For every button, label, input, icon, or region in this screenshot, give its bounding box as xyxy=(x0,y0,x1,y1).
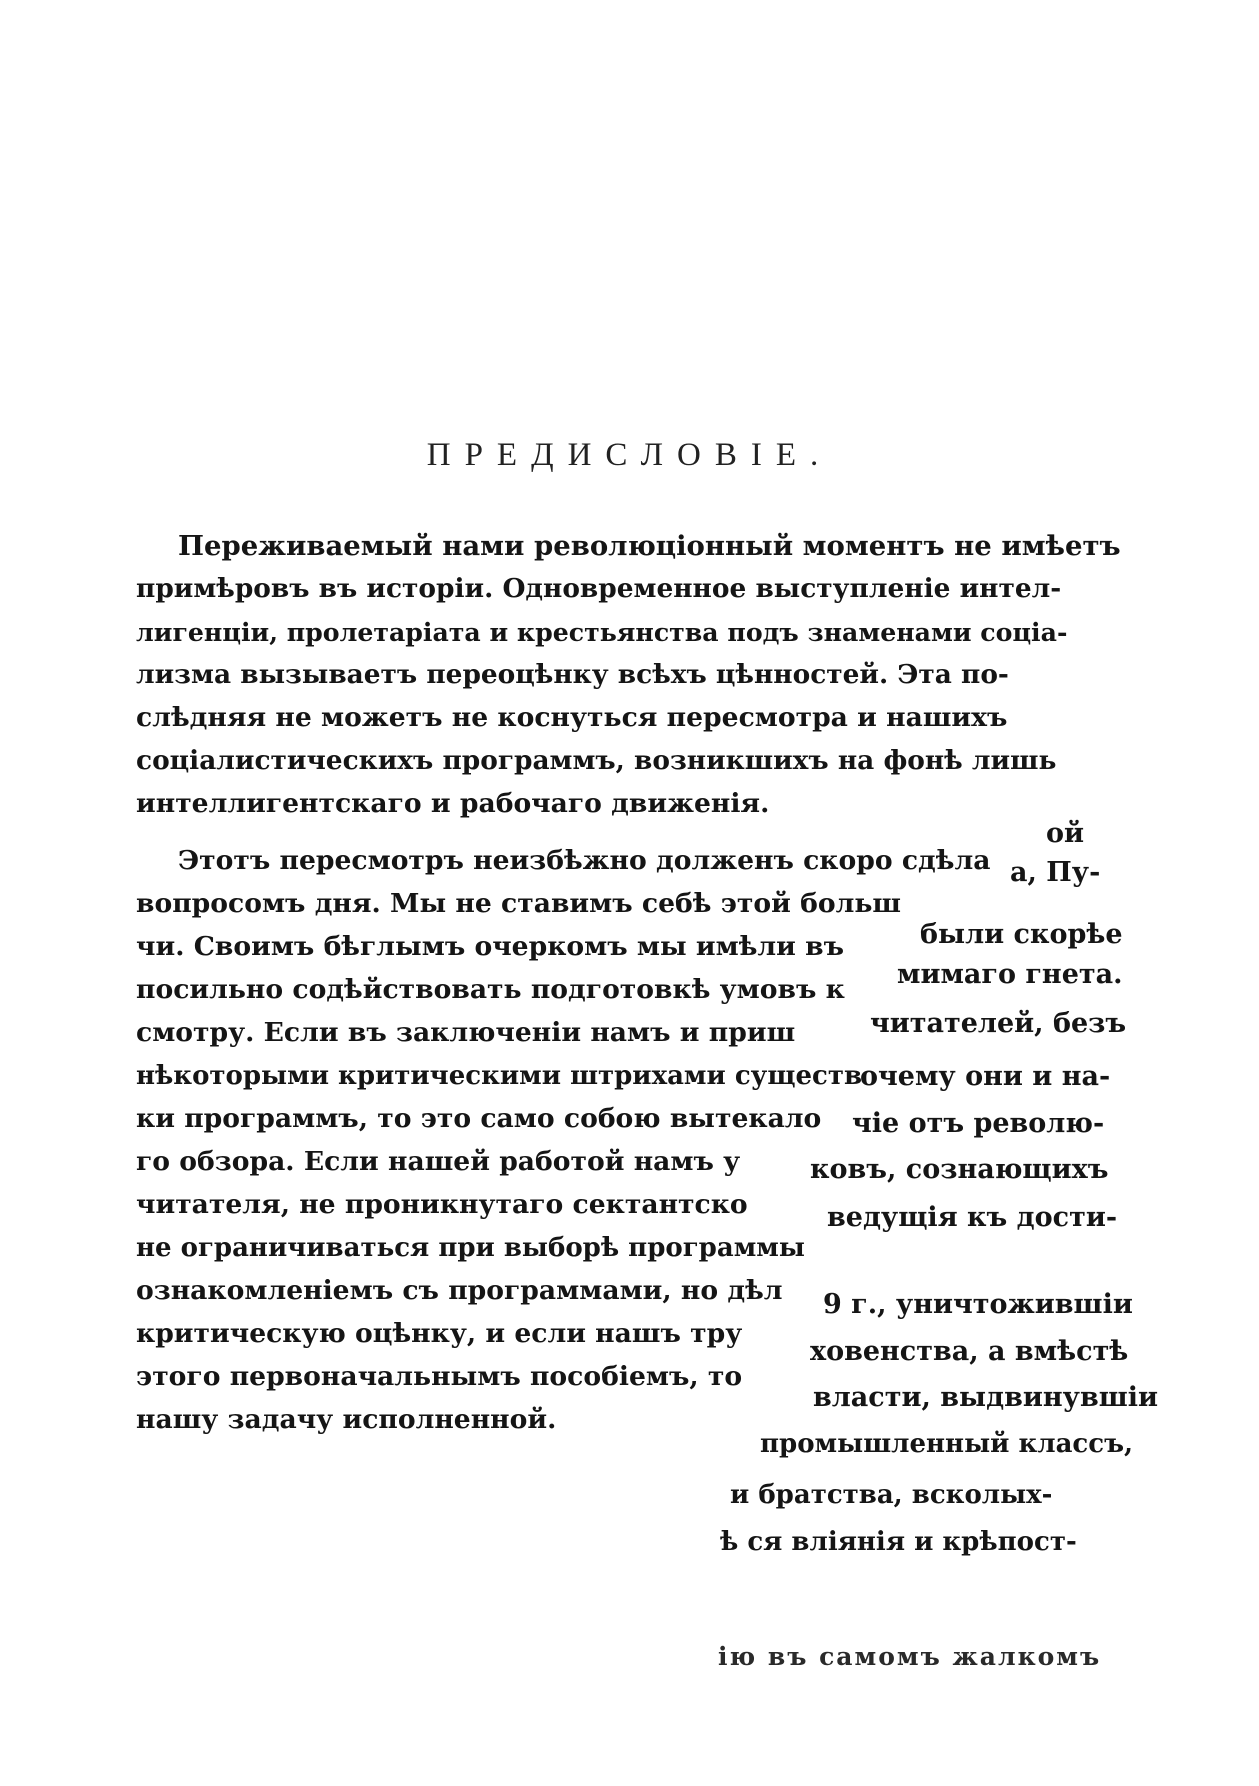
text-line: ки программъ, то это само собою вытекало xyxy=(136,1103,822,1134)
fragment-line: и братства, всколых- xyxy=(730,1480,1053,1510)
fragment-line: ховенства, а вмѣстѣ xyxy=(810,1336,1129,1367)
text-line: этого первоначальнымъ пособіемъ, то xyxy=(136,1361,743,1392)
fragment-line: ію въ самомъ жалкомъ xyxy=(718,1642,1102,1671)
text-line: посильно содѣйствовать подготовкѣ умовъ к xyxy=(136,974,845,1005)
fragment-line: мимаго гнета. xyxy=(897,959,1123,990)
fragment-line: читателей, безъ xyxy=(870,1008,1127,1039)
fragment-line: ой xyxy=(1046,818,1085,849)
fragment-line: ѣ ся вліянія и крѣпост- xyxy=(720,1527,1077,1557)
text-line: соціалистическихъ программъ, возникшихъ на фонѣ лишь xyxy=(136,745,1057,776)
fragment-line: чіе отъ револю- xyxy=(852,1108,1105,1139)
text-line: лигенціи, пролетаріата и крестьянства подъ знаменами соціа- xyxy=(136,617,1068,647)
text-line: критическую оцѣнку, и если нашъ тру xyxy=(136,1318,743,1349)
fragment-line: очему они и на- xyxy=(860,1061,1111,1092)
text-line: читателя, не проникнутаго сектантско xyxy=(136,1189,748,1220)
page-title: ПРЕДИСЛОВІЕ. xyxy=(426,437,833,473)
text-line: го обзора. Если нашей работой намъ у xyxy=(136,1146,741,1177)
text-line: не ограничиваться при выборѣ программы xyxy=(136,1233,805,1263)
text-line: нѣкоторыми критическими штрихами существ xyxy=(136,1061,863,1091)
text-line: слѣдняя не можетъ не коснуться пересмотра и нашихъ xyxy=(136,702,1008,733)
text-line: вопросомъ дня. Мы не ставимъ себѣ этой больш xyxy=(136,888,901,919)
fragment-line: ведущія къ дости- xyxy=(827,1202,1118,1233)
text-line: чи. Своимъ бѣглымъ очеркомъ мы имѣли въ xyxy=(136,931,845,962)
fragment-line: а, Пу- xyxy=(1010,857,1101,888)
text-line: примѣровъ въ исторіи. Одновременное выступленіе интел- xyxy=(136,573,1062,604)
text-line: Переживаемый нами революціонный моментъ не имѣетъ xyxy=(178,530,1121,562)
fragment-line: власти, выдвинувшіи xyxy=(813,1382,1159,1413)
text-line: нашу задачу исполненной. xyxy=(136,1404,557,1435)
text-line: лизма вызываетъ переоцѣнку всѣхъ цѣнностей. Эта по- xyxy=(136,659,1009,690)
fragment-line: промышленный классъ, xyxy=(760,1429,1134,1459)
fragment-line: были скорѣе xyxy=(920,919,1123,950)
fragment-line: ковъ, сознающихъ xyxy=(810,1154,1109,1185)
text-line: смотру. Если въ заключеніи намъ и приш xyxy=(136,1017,796,1048)
text-line: Этотъ пересмотръ неизбѣжно долженъ скоро сдѣла xyxy=(178,845,991,876)
text-line: ознакомленіемъ съ программами, но дѣл xyxy=(136,1275,783,1306)
fragment-line: 9 г., уничтожившіи xyxy=(823,1289,1133,1320)
text-line: интеллигентскаго и рабочаго движенія. xyxy=(136,788,770,819)
